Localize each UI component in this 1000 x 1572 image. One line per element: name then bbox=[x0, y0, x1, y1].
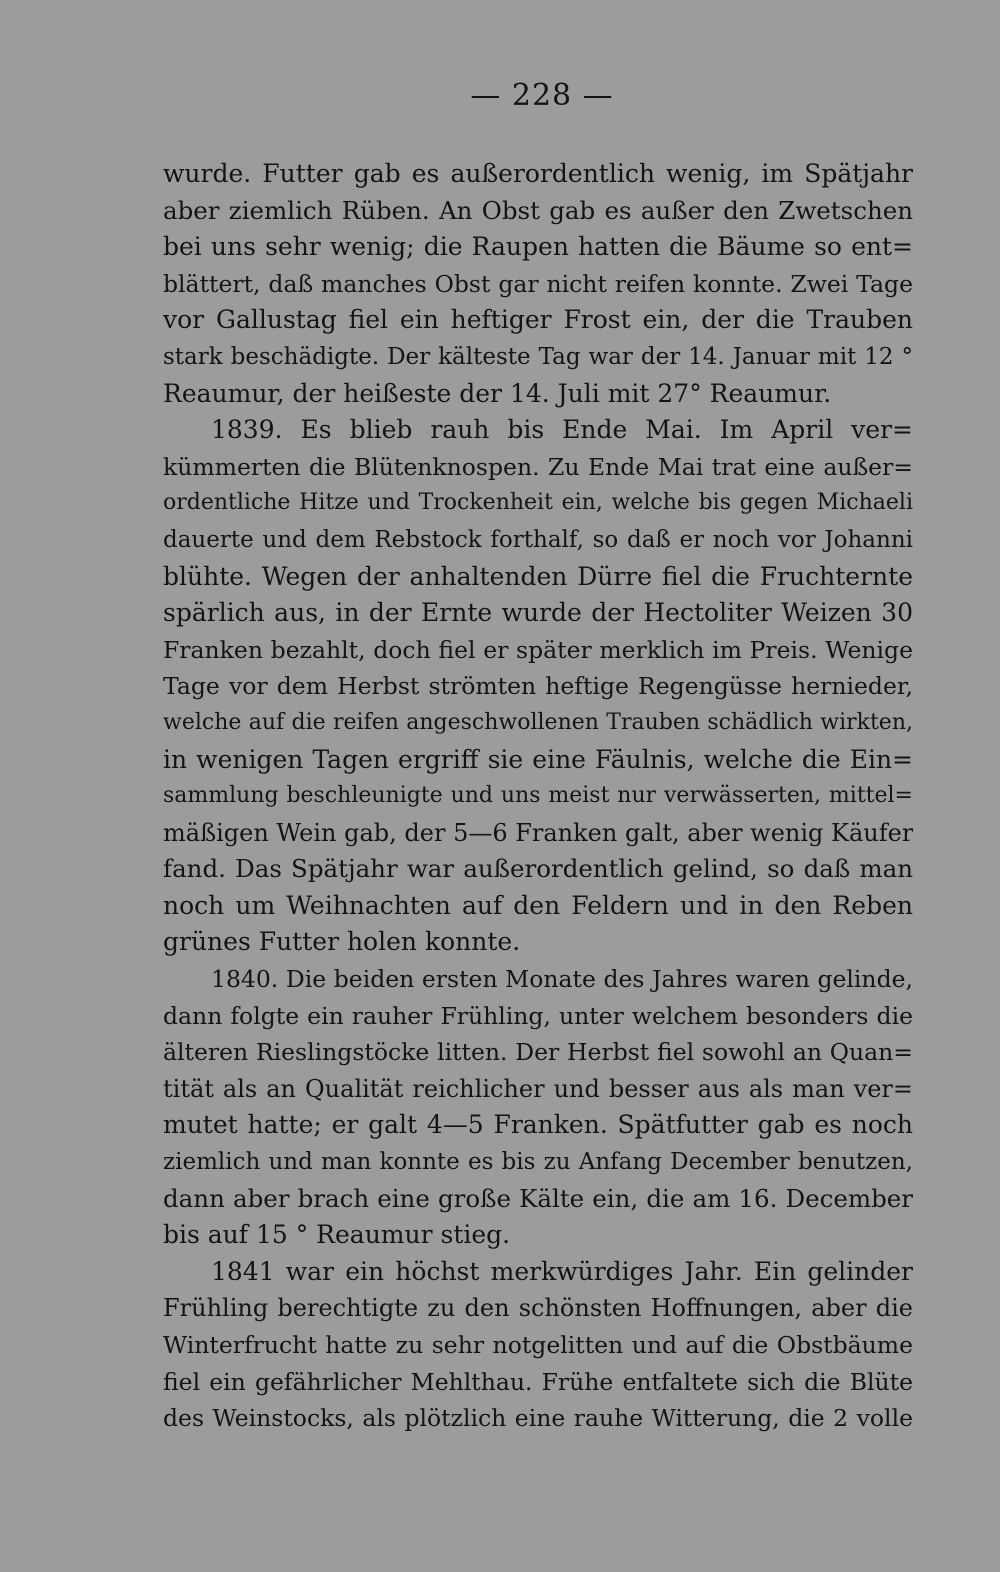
text-line: ziemlich und man konnte es bis zu Anfang December benutzen, bbox=[163, 1149, 913, 1176]
text-line: in wenigen Tagen ergriff sie eine Fäulnis, welche die Ein= bbox=[163, 744, 913, 774]
text-line: Winterfrucht hatte zu sehr notgelitten und auf die Obstbäume bbox=[163, 1331, 913, 1359]
text-line: dann aber brach eine große Kälte ein, die am 16. December bbox=[163, 1183, 913, 1213]
text-line: Franken bezahlt, doch fiel er später merklich im Preis. Wenige bbox=[163, 635, 913, 664]
text-line: fand. Das Spätjahr war außerordentlich gelind, so daß man bbox=[163, 854, 913, 884]
page-number: — 228 — bbox=[470, 78, 614, 113]
body-text bbox=[163, 156, 913, 1437]
text-line: ordentliche Hitze und Trockenheit ein, welche bis gegen Michaeli bbox=[163, 490, 913, 516]
text-line: fiel ein gefährlicher Mehlthau. Frühe entfaltete sich die Blüte bbox=[163, 1367, 913, 1396]
text-line: dann folgte ein rauher Frühling, unter welchem besonders die bbox=[163, 1001, 913, 1030]
text-line: mutet hatte; er galt 4—5 Franken. Spätfutter gab es noch bbox=[163, 1110, 913, 1140]
text-line: grünes Futter holen konnte. bbox=[163, 927, 521, 957]
text-line: blühte. Wegen der anhaltenden Dürre fiel die Fruchternte bbox=[163, 561, 913, 591]
text-line: welche auf die reifen angeschwollenen Trauben schädlich wirkten, bbox=[163, 709, 913, 735]
text-line: 1840. Die beiden ersten Monate des Jahres waren gelinde, bbox=[211, 965, 913, 994]
text-line: kümmerten die Blütenknospen. Zu Ende Mai trat eine außer= bbox=[163, 452, 913, 481]
text-line: Reaumur, der heißeste der 14. Juli mit 27° Reaumur. bbox=[163, 378, 832, 408]
text-line: 1839. Es blieb rauh bis Ende Mai. Im April ver= bbox=[211, 415, 913, 445]
text-line: blättert, daß manches Obst gar nicht reifen konnte. Zwei Tage bbox=[163, 269, 913, 298]
text-line: bei uns sehr wenig; die Raupen hatten die Bäume so ent= bbox=[163, 232, 913, 262]
text-line: spärlich aus, in der Ernte wurde der Hectoliter Weizen 30 bbox=[163, 598, 913, 628]
text-line: aber ziemlich Rüben. An Obst gab es außer den Zwetschen bbox=[163, 195, 913, 225]
text-line: dauerte und dem Rebstock forthalf, so daß er noch vor Johanni bbox=[163, 526, 913, 553]
text-line: stark beschädigte. Der kälteste Tag war der 14. Januar mit 12 ° bbox=[163, 343, 913, 370]
text-line: sammlung beschleunigte und uns meist nur verwässerten, mittel= bbox=[163, 783, 913, 809]
text-line: vor Gallustag fiel ein heftiger Frost ein, der die Trauben bbox=[163, 305, 913, 335]
text-line: bis auf 15 ° Reaumur stieg. bbox=[163, 1220, 511, 1250]
text-line: noch um Weihnachten auf den Feldern und in den Reben bbox=[163, 890, 913, 920]
text-line: wurde. Futter gab es außerordentlich wenig, im Spätjahr bbox=[163, 159, 913, 188]
text-line: tität als an Qualität reichlicher und besser aus als man ver= bbox=[163, 1074, 913, 1103]
text-line: mäßigen Wein gab, der 5—6 Franken galt, aber wenig Käufer bbox=[163, 818, 913, 847]
text-line: 1841 war ein höchst merkwürdiges Jahr. Ein gelinder bbox=[211, 1256, 913, 1286]
text-line: älteren Rieslingstöcke litten. Der Herbst fiel sowohl an Quan= bbox=[163, 1038, 913, 1067]
text-line: Tage vor dem Herbst strömten heftige Regengüsse hernieder, bbox=[163, 672, 913, 701]
text-line: Frühling berechtigte zu den schönsten Hoffnungen, aber die bbox=[163, 1294, 913, 1323]
text-line: des Weinstocks, als plötzlich eine rauhe Witterung, die 2 volle bbox=[163, 1404, 913, 1433]
